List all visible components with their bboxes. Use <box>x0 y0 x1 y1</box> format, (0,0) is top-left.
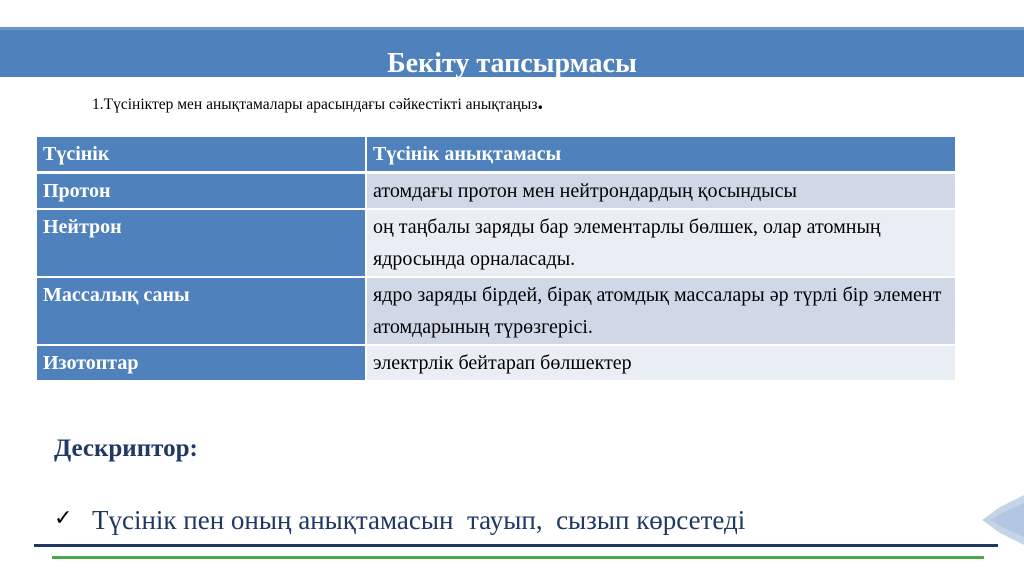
concepts-table <box>37 137 957 382</box>
descriptor-item: Түсінік пен оның анықтамасын тауып, сызып көрсетеді <box>92 505 746 535</box>
term-cell: Нейтрон <box>37 209 366 277</box>
task-text: 1.Түсініктер мен анықтамалары арасындағы сәйкестікті анықтаңыз <box>92 96 538 113</box>
chevron-left-icon[interactable] <box>982 495 1024 545</box>
term-cell: Изотоптар <box>37 345 366 381</box>
descriptor-heading: Дескриптор: <box>54 435 198 462</box>
table-row <box>37 345 956 381</box>
table-header-row <box>37 137 956 173</box>
task-instruction <box>92 91 543 116</box>
term-cell: Массалық саны <box>37 277 366 345</box>
table-row <box>37 173 956 210</box>
definition-cell: электрлік бейтарап бөлшектер <box>366 345 956 381</box>
table-row <box>37 277 956 345</box>
slide-title: Бекіту тапсырмасы <box>387 48 637 79</box>
definition-cell: оң таңбалы заряды бар элементарлы бөлшек, олар атомның ядросында орналасады. <box>366 209 956 277</box>
title-bar-edge <box>0 27 1024 30</box>
definition-cell: атомдағы протон мен нейтрондардың қосындысы <box>366 173 956 210</box>
footer-rule-green <box>52 556 984 559</box>
header-term: Түсінік <box>37 137 366 173</box>
header-definition: Түсінік анықтамасы <box>366 137 956 173</box>
definition-cell: ядро заряды бірдей, бірақ атомдық массалары әр түрлі бір элемент атомдарының түрөзгерісі. <box>366 277 956 345</box>
term-cell: Протон <box>37 173 366 210</box>
table-row <box>37 209 956 277</box>
task-period: . <box>537 89 543 114</box>
footer-rule-dark <box>34 544 998 547</box>
check-icon: ✓ <box>54 506 73 531</box>
